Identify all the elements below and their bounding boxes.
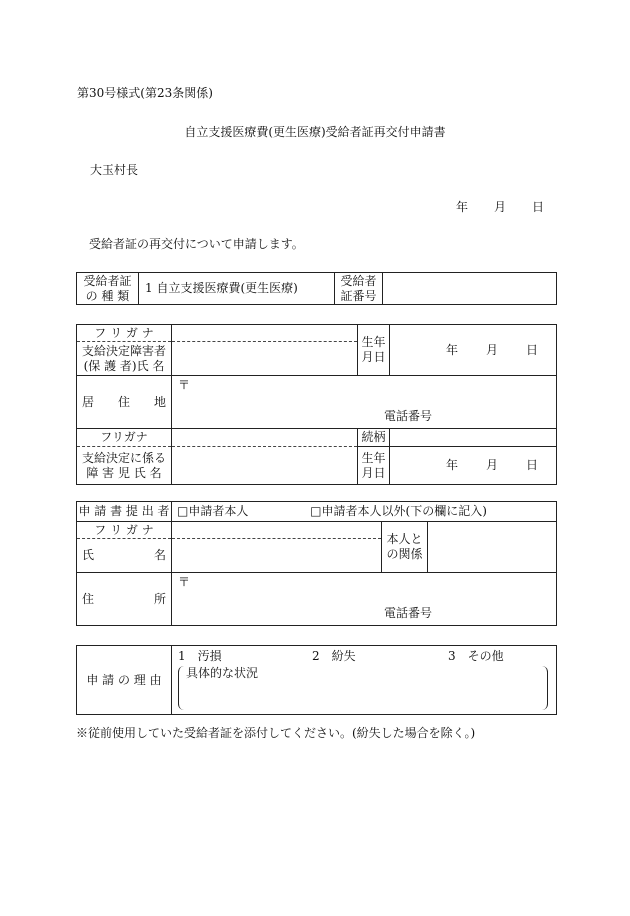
recipient-type-value: 1 自立支援医療費(更生医療) xyxy=(139,273,335,305)
reason-field[interactable] xyxy=(172,646,557,715)
submitter-table xyxy=(76,501,557,626)
relationship-label: 続柄 xyxy=(358,429,390,447)
postal-mark: 〒 xyxy=(178,575,191,589)
birth-label: 生年 月日 xyxy=(358,325,390,376)
submitter-name-label: 氏 名 xyxy=(77,539,172,573)
phone-label: 電話番号 xyxy=(384,606,433,620)
phone-label: 電話番号 xyxy=(384,409,433,423)
child-birth-field[interactable]: 年 月 日 xyxy=(390,447,557,485)
option-other-checkbox[interactable]: □申請者本人以外(下の欄に記入) xyxy=(310,504,487,518)
page-title: 自立支援医療費(更生医療)受給者証再交付申請書 xyxy=(184,125,446,139)
option-self-checkbox[interactable]: □申請者本人 xyxy=(177,504,249,518)
residence-field[interactable] xyxy=(172,376,557,429)
certificate-table xyxy=(76,272,557,305)
recipient-type-label: 受給者証 の 種 類 xyxy=(77,273,139,305)
reason-option-1[interactable]: 1 汚損 xyxy=(178,649,222,663)
relation-field[interactable] xyxy=(428,522,557,573)
residence-label: 居 住 地 xyxy=(77,376,172,429)
day-label: 日 xyxy=(532,200,545,214)
patient-name-label: 支給決定障害者 (保 護 者)氏 名 xyxy=(77,342,172,376)
submitter-furigana-label: フ リ ガ ナ xyxy=(77,522,172,539)
submitter-label: 申 請 書 提 出 者 xyxy=(77,502,172,522)
patient-table xyxy=(76,324,557,485)
application-date[interactable] xyxy=(456,198,544,215)
birth-date-field[interactable]: 年 月 日 xyxy=(390,325,557,376)
year-label: 年 xyxy=(456,200,469,214)
submitter-furigana-field[interactable] xyxy=(172,522,382,539)
reason-label: 申 請 の 理 由 xyxy=(77,646,172,715)
footnote: ※従前使用していた受給者証を添付してください。(紛失した場合を除く。) xyxy=(76,726,476,740)
addressee: 大玉村長 xyxy=(90,163,139,177)
submitter-address-label: 住 所 xyxy=(77,573,172,626)
month-label: 月 xyxy=(494,200,507,214)
furigana2-field[interactable] xyxy=(172,429,358,447)
intro-text: 受給者証の再交付について申請します。 xyxy=(89,237,304,251)
submitter-options xyxy=(172,502,557,522)
furigana-label: フ リ ガ ナ xyxy=(77,325,172,342)
child-name-label: 支給決定に係る 障 害 児 氏 名 xyxy=(77,447,172,485)
reason-option-2[interactable]: 2 紛失 xyxy=(312,649,356,663)
submitter-address-field[interactable] xyxy=(172,573,557,626)
child-name-field[interactable] xyxy=(172,447,358,485)
postal-mark: 〒 xyxy=(178,378,191,392)
relationship-field[interactable] xyxy=(390,429,557,447)
relation-label: 本人と の関係 xyxy=(382,522,428,573)
form-number: 第30号様式(第23条関係) xyxy=(77,86,213,100)
reason-table xyxy=(76,645,557,715)
cert-number-label: 受給者 証番号 xyxy=(335,273,383,305)
submitter-name-field[interactable] xyxy=(172,539,382,573)
reason-option-3[interactable]: 3 その他 xyxy=(448,649,504,663)
furigana2-label: フリガナ xyxy=(77,429,172,447)
details-label: 具体的な状況 xyxy=(186,666,259,680)
furigana-field[interactable] xyxy=(172,325,358,342)
cert-number-field[interactable] xyxy=(383,273,557,305)
child-birth-label: 生年 月日 xyxy=(358,447,390,485)
patient-name-field[interactable] xyxy=(172,342,358,376)
